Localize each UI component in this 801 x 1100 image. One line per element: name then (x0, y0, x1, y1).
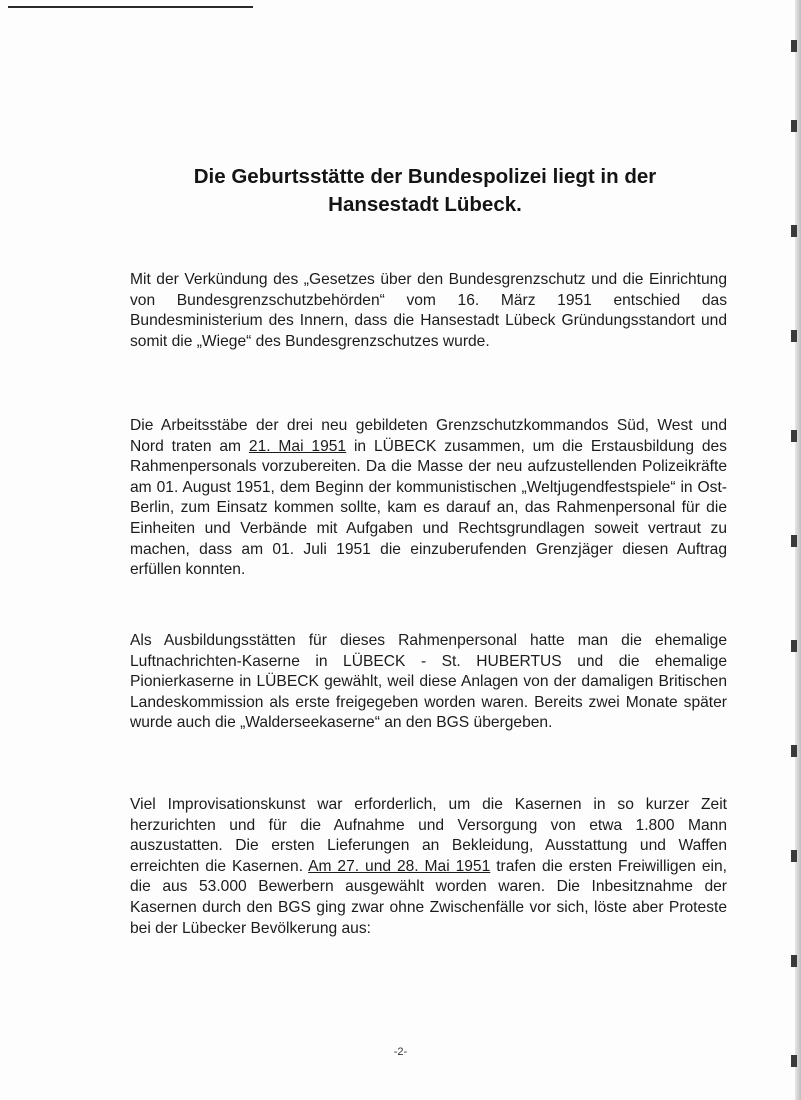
binding-mark (791, 225, 797, 237)
underlined-date: Am 27. und 28. Mai 1951 (308, 857, 491, 875)
binding-mark (791, 955, 797, 967)
paragraph-text: in LÜBECK zusammen, um die Erstausbildung des Rahmenpersonals vorzubereiten. Da die Masse der neu aufzustellenden Polizeikräfte am 01. August 1951, dem Beginn der kommunistischen „Weltjugendfestspiele“ in Ost-Berlin, zum Einsatz kommen sollte, kam es darauf an, das Rahmenpersonal für die Einheiten und Verbände mit Aufgaben und Rechtsgrundlagen soweit vertraut zu machen, dass am 01. Juli 1951 die einzuberufenden Grenzjäger diesen Auftrag erfüllen konnten. (130, 437, 727, 579)
paragraph-improvisation (130, 795, 727, 939)
binding-mark (791, 120, 797, 132)
binding-mark (791, 745, 797, 757)
binding-mark (791, 535, 797, 547)
paragraph-training-sites: Als Ausbildungsstätten für dieses Rahmenpersonal hatte man die ehemalige Luftnachrichten-Kaserne in LÜBECK - St. HUBERTUS und die ehemalige Pionierkaserne in LÜBECK gewählt, weil diese Anlagen von der damaligen Britischen Landeskommission als erste freigegeben worden waren. Bereits zwei Monate später wurde auch die „Walderseekaserne“ an den BGS übergeben. (130, 632, 727, 732)
underlined-date: 21. Mai 1951 (248, 437, 347, 455)
binding-mark (791, 640, 797, 652)
paragraph-text: trafen die ersten Freiwilligen ein, die aus 53.000 Bewerbern ausgewählt worden waren. Die Inbesitznahme der Kasernen durch den BGS ging zwar ohne Zwischenfälle vor sich, löste aber Proteste bei der Lübecker Bevölkerung aus: (130, 857, 728, 937)
title-line-1: Die Geburtsstätte der Bundespolizei liegt in der (193, 165, 657, 188)
binding-mark (791, 40, 797, 52)
paragraph-text: Viel Improvisationskunst war erforderlich, um die Kasernen in so kurzer Zeit herzurichten und für die Aufnahme und Versorgung von etwa 1.800 Mann auszustatten. Die ersten Lieferungen an Bekleidung, Ausstattung und Waffen erreichten die Kasernen. (130, 796, 727, 875)
paragraph-founding-law: Mit der Verkündung des „Gesetzes über den Bundesgrenzschutz und die Einrichtung von Bundesgrenzschutzbehörden“ vom 16. März 1951 entschied das Bundesministerium des Innern, dass die Hansestadt Lübeck Gründungsstandort und somit die „Wiege“ des Bundesgrenzschutzes wurde. (130, 271, 727, 350)
scan-edge-line (8, 6, 253, 8)
document-title (120, 163, 730, 219)
title-line-2: Hansestadt Lübeck. (328, 193, 522, 216)
binding-mark (791, 330, 797, 342)
binding-edge (795, 0, 801, 1100)
binding-mark (791, 850, 797, 862)
page-number: -2- (393, 1046, 408, 1058)
binding-mark (791, 430, 797, 442)
paragraph-staff-meeting (130, 416, 727, 581)
paragraph-text: Die Arbeitsstäbe der drei neu gebildeten Grenzschutzkommandos Süd, West und Nord traten am (130, 417, 727, 455)
